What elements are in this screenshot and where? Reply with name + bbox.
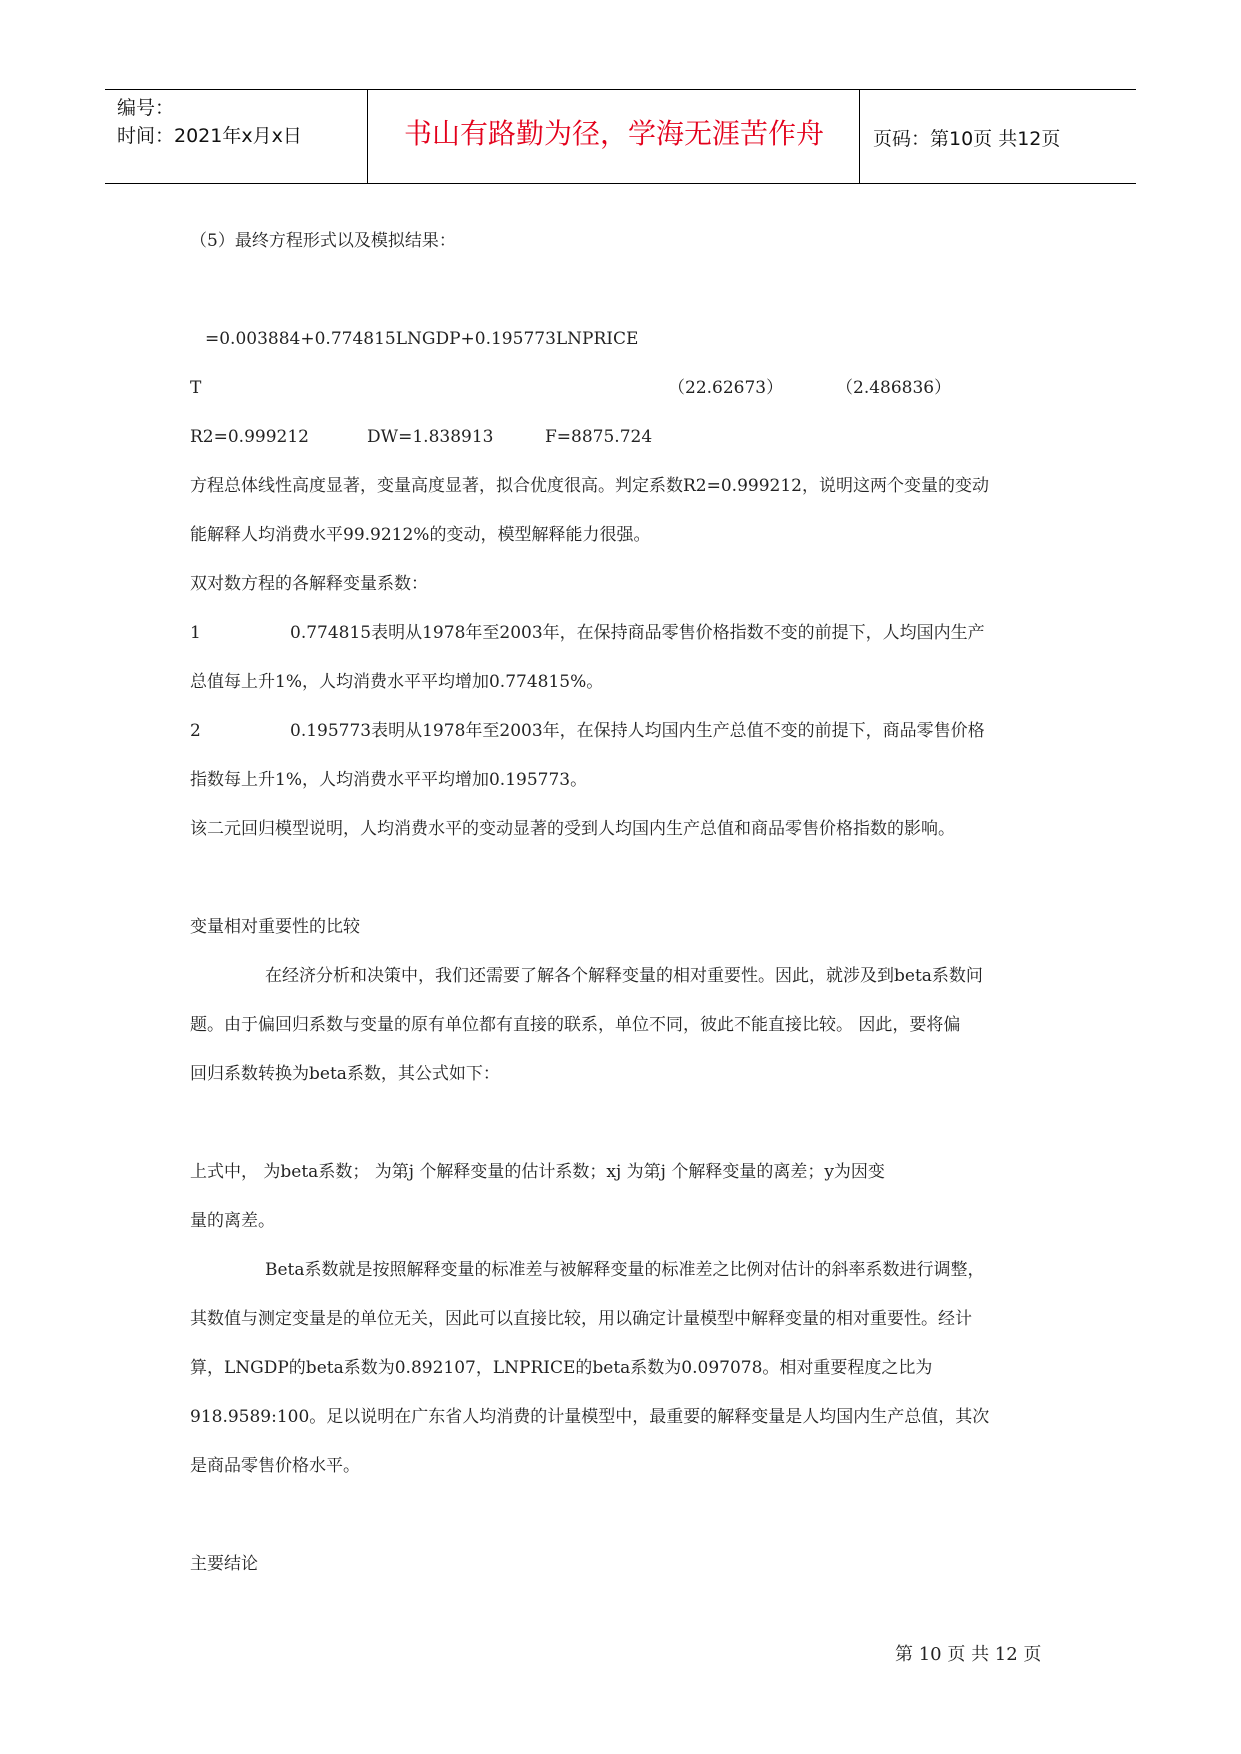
header-time-label: 时间：2021年x月x日	[117, 125, 302, 147]
paragraph-line: 方程总体线性高度显著，变量高度显著，拟合优度很高。判定系数R2=0.999212，说明这两个变量的变动	[190, 476, 989, 496]
paragraph-line: 0.195773表明从1978年至2003年，在保持人均国内生产总值不变的前提下，商品零售价格	[290, 721, 985, 741]
f-stat: F=8875.724	[545, 427, 653, 447]
paragraph-line: 其数值与测定变量是的单位无关，因此可以直接比较，用以确定计量模型中解释变量的相对重要性。经计	[190, 1309, 972, 1329]
header-number-label: 编号：	[117, 97, 175, 119]
subsection-heading: 主要结论	[190, 1554, 258, 1574]
t-stat-2: （2.486836）	[836, 378, 952, 398]
paragraph-line: 能解释人均消费水平99.9212%的变动，模型解释能力很强。	[190, 525, 651, 545]
header-motto: 书山有路勤为径，学海无涯苦作舟	[403, 117, 824, 150]
paragraph-line: 算，LNGDP的beta系数为0.892107，LNPRICE的beta系数为0.097078。相对重要程度之比为	[190, 1358, 933, 1378]
header-page-label: 页码：第10页 共12页	[873, 128, 1061, 150]
header-meta	[117, 94, 367, 150]
list-number: 2	[190, 721, 201, 741]
paragraph-line: 题。由于偏回归系数与变量的原有单位都有直接的联系，单位不同，彼此不能直接比较。 因此，要将偏	[190, 1015, 961, 1035]
equation: =0.003884+0.774815LNGDP+0.195773LNPRICE	[205, 329, 639, 349]
paragraph-line: 量的离差。	[190, 1211, 275, 1231]
dw-stat: DW=1.838913	[367, 427, 494, 447]
paragraph-line: 在经济分析和决策中，我们还需要了解各个解释变量的相对重要性。因此，就涉及到beta系数问	[265, 966, 983, 986]
paragraph-line: Beta系数就是按照解释变量的标准差与被解释变量的标准差之比例对估计的斜率系数进行调整，	[265, 1260, 985, 1280]
header-divider-right	[859, 90, 860, 183]
paragraph-line: 是商品零售价格水平。	[190, 1456, 360, 1476]
t-label: T	[190, 378, 202, 398]
header-divider-left	[367, 90, 368, 183]
paragraph-line: 指数每上升1%，人均消费水平平均增加0.195773。	[190, 770, 588, 790]
section-heading: （5）最终方程形式以及模拟结果：	[190, 231, 456, 251]
paragraph-line: 双对数方程的各解释变量系数：	[190, 574, 428, 594]
paragraph-line: 0.774815表明从1978年至2003年，在保持商品零售价格指数不变的前提下，人均国内生产	[290, 623, 985, 643]
t-stat-1: （22.62673）	[668, 378, 784, 398]
paragraph-line: 该二元回归模型说明，人均消费水平的变动显著的受到人均国内生产总值和商品零售价格指数的影响。	[190, 819, 955, 839]
paragraph-line: 上式中， 为beta系数； 为第j 个解释变量的估计系数；xj 为第j 个解释变量的离差；y为因变	[190, 1162, 885, 1182]
paragraph-line: 总值每上升1%，人均消费水平平均增加0.774815%。	[190, 672, 604, 692]
subsection-heading: 变量相对重要性的比较	[190, 917, 360, 937]
list-number: 1	[190, 623, 201, 643]
paragraph-line: 回归系数转换为beta系数，其公式如下：	[190, 1064, 500, 1084]
paragraph-line: 918.9589:100。足以说明在广东省人均消费的计量模型中，最重要的解释变量是人均国内生产总值，其次	[190, 1407, 990, 1427]
page-header	[105, 89, 1136, 184]
page-footer: 第 10 页 共 12 页	[895, 1644, 1042, 1665]
r2-stat: R2=0.999212	[190, 427, 309, 447]
